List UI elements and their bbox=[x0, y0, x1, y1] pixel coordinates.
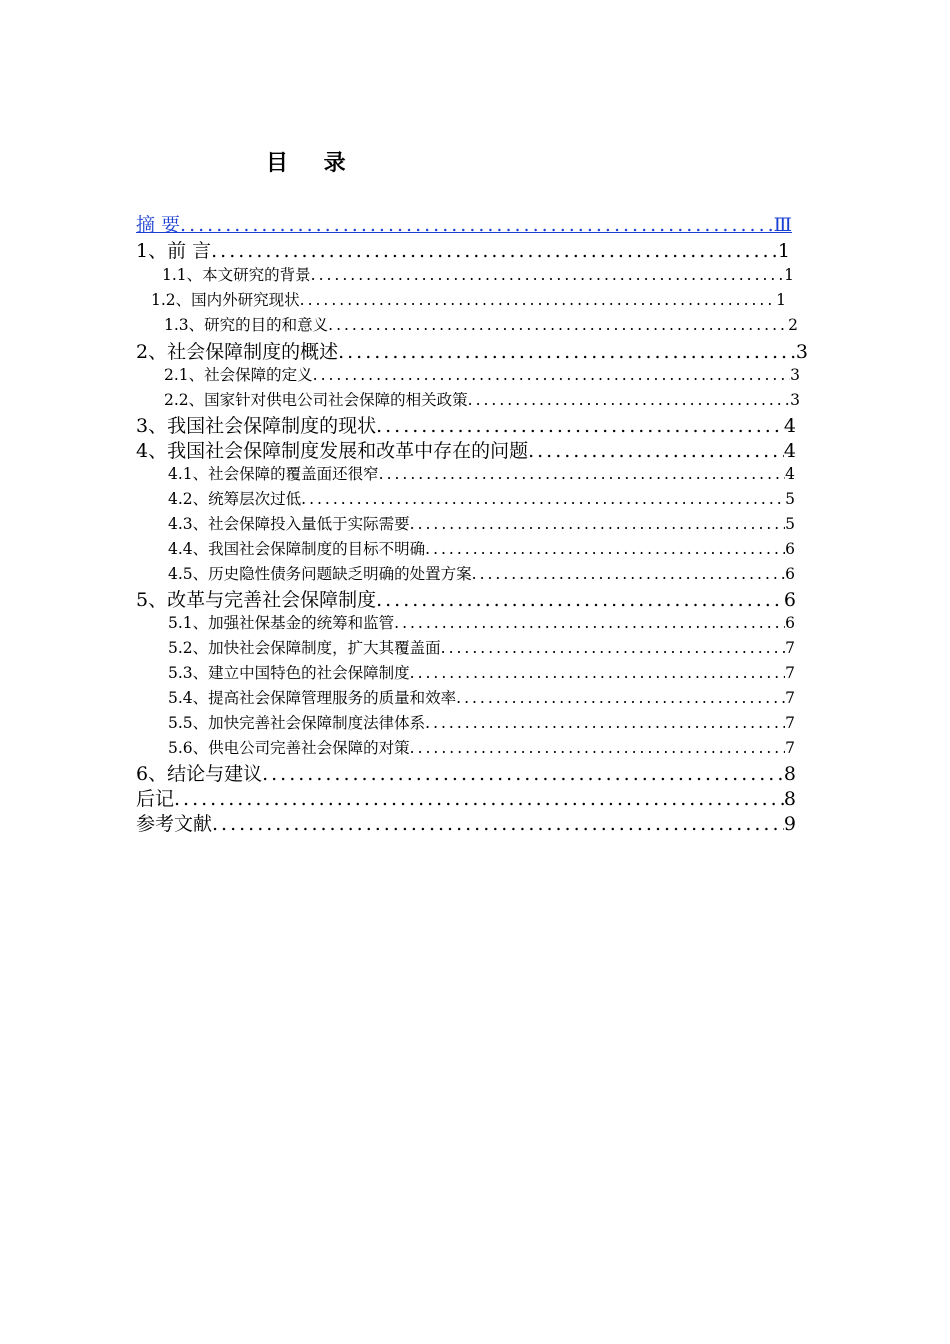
toc-entry-label: 1.1、本文研究的背景 bbox=[162, 266, 311, 284]
toc-leader-dots bbox=[379, 465, 785, 483]
toc-entry[interactable] bbox=[151, 288, 786, 310]
toc-leader-dots bbox=[441, 639, 785, 657]
toc-leader-dots bbox=[410, 739, 785, 757]
toc-entry[interactable] bbox=[136, 337, 808, 364]
toc-entry[interactable] bbox=[136, 236, 790, 263]
toc-entry-page: 3 bbox=[790, 366, 800, 384]
toc-entry[interactable] bbox=[168, 711, 795, 733]
toc-entry[interactable] bbox=[168, 487, 795, 509]
toc-leader-dots bbox=[376, 589, 784, 611]
toc-entry-label: 2、社会保障制度的概述 bbox=[136, 341, 339, 363]
toc-entry-page: 3 bbox=[795, 341, 808, 363]
toc-leader-dots bbox=[338, 341, 796, 363]
toc-entry-label: 1、前 言 bbox=[136, 240, 212, 262]
toc-entry[interactable] bbox=[168, 512, 795, 534]
toc-entry-label: 后记 bbox=[136, 788, 175, 810]
toc-entry-label: 3、我国社会保障制度的现状 bbox=[136, 415, 377, 437]
toc-entry[interactable] bbox=[164, 313, 798, 335]
toc-entry[interactable] bbox=[164, 388, 800, 410]
toc-entry-label: 4.3、社会保障投入量低于实际需要 bbox=[168, 515, 410, 533]
toc-entry-label: 4.2、统筹层次过低 bbox=[168, 490, 302, 508]
toc-entry[interactable] bbox=[136, 585, 796, 612]
toc-entry-page: 6 bbox=[785, 565, 795, 583]
toc-entry-page: 5 bbox=[785, 490, 795, 508]
toc-title: 目 录 bbox=[266, 151, 360, 176]
toc-leader-dots bbox=[472, 565, 785, 583]
toc-leader-dots bbox=[376, 415, 784, 437]
toc-entry-page: 9 bbox=[783, 813, 796, 835]
toc-entry-page: 6 bbox=[783, 589, 796, 611]
toc-leader-dots bbox=[425, 540, 785, 558]
toc-leader-dots bbox=[174, 788, 784, 810]
toc-entry-page: 7 bbox=[785, 664, 795, 682]
toc-entry-page: 7 bbox=[785, 639, 795, 657]
toc-entry-label: 4.5、历史隐性债务问题缺乏明确的处置方案 bbox=[168, 565, 472, 583]
toc-entry[interactable] bbox=[168, 636, 795, 658]
toc-entry-page: Ⅲ bbox=[773, 214, 792, 236]
toc-entry[interactable] bbox=[136, 411, 796, 438]
toc-entry[interactable] bbox=[136, 809, 796, 836]
toc-entry-label: 4.4、我国社会保障制度的目标不明确 bbox=[168, 540, 426, 558]
toc-entry-page: 4 bbox=[785, 465, 795, 483]
toc-leader-dots bbox=[528, 440, 784, 462]
toc-entry[interactable] bbox=[168, 611, 795, 633]
toc-entry-page: 7 bbox=[785, 714, 795, 732]
toc-entry-label: 5.3、建立中国特色的社会保障制度 bbox=[168, 664, 410, 682]
toc-leader-dots bbox=[328, 316, 788, 334]
toc-entry-label: 4.1、社会保障的覆盖面还很窄 bbox=[168, 465, 379, 483]
toc-leader-dots bbox=[313, 366, 790, 384]
toc-leader-dots bbox=[410, 664, 785, 682]
toc-leader-dots bbox=[394, 614, 785, 632]
toc-entry-label: 5.2、加快社会保障制度，扩大其覆盖面 bbox=[168, 639, 441, 657]
toc-entry[interactable] bbox=[168, 686, 795, 708]
toc-leader-dots bbox=[301, 490, 785, 508]
toc-leader-dots bbox=[300, 291, 776, 309]
toc-entry[interactable] bbox=[162, 263, 794, 285]
toc-entry-page: 1 bbox=[776, 291, 786, 309]
toc-entry[interactable] bbox=[168, 537, 795, 559]
toc-entry[interactable] bbox=[168, 736, 795, 758]
toc-entry-page: 1 bbox=[777, 240, 790, 262]
toc-entry-page: 1 bbox=[784, 266, 794, 284]
toc-entry-label: 5、改革与完善社会保障制度 bbox=[136, 589, 377, 611]
toc-leader-dots bbox=[456, 689, 785, 707]
toc-entry-page: 7 bbox=[785, 739, 795, 757]
toc-entry[interactable] bbox=[136, 784, 796, 811]
toc-entry-label: 5.5、加快完善社会保障制度法律体系 bbox=[168, 714, 426, 732]
toc-entry-label: 2.1、社会保障的定义 bbox=[164, 366, 313, 384]
toc-leader-dots bbox=[180, 214, 774, 236]
toc-entry-page: 2 bbox=[788, 316, 798, 334]
toc-leader-dots bbox=[468, 391, 790, 409]
toc-entry-page: 8 bbox=[783, 763, 796, 785]
toc-entry-label: 1.3、研究的目的和意义 bbox=[164, 316, 329, 334]
toc-entry-label: 5.1、加强社保基金的统筹和监管 bbox=[168, 614, 395, 632]
toc-entry[interactable] bbox=[136, 436, 796, 463]
toc-entry[interactable] bbox=[164, 363, 800, 385]
toc-entry-page: 4 bbox=[783, 415, 796, 437]
toc-entry-abstract[interactable] bbox=[136, 210, 792, 237]
toc-entry-label: 5.4、提高社会保障管理服务的质量和效率 bbox=[168, 689, 457, 707]
toc-leader-dots bbox=[410, 515, 785, 533]
toc-entry-label: 6、结论与建议 bbox=[136, 763, 263, 785]
toc-entry-label: 摘 要 bbox=[136, 214, 181, 236]
toc-entry-page: 8 bbox=[783, 788, 796, 810]
toc-entry-label: 5.6、供电公司完善社会保障的对策 bbox=[168, 739, 410, 757]
toc-leader-dots bbox=[212, 813, 784, 835]
toc-entry-label: 2.2、国家针对供电公司社会保障的相关政策 bbox=[164, 391, 468, 409]
toc-entry-label: 4、我国社会保障制度发展和改革中存在的问题 bbox=[136, 440, 529, 462]
toc-leader-dots bbox=[311, 266, 784, 284]
toc-entry-label: 1.2、国内外研究现状 bbox=[151, 291, 300, 309]
toc-entry[interactable] bbox=[168, 661, 795, 683]
toc-entry-page: 5 bbox=[785, 515, 795, 533]
toc-entry-page: 6 bbox=[785, 540, 795, 558]
toc-leader-dots bbox=[425, 714, 785, 732]
toc-entry-page: 4 bbox=[783, 440, 796, 462]
toc-entry-label: 参考文献 bbox=[136, 813, 213, 835]
toc-leader-dots bbox=[211, 240, 778, 262]
toc-entry[interactable] bbox=[168, 462, 795, 484]
toc-entry-page: 7 bbox=[785, 689, 795, 707]
toc-leader-dots bbox=[262, 763, 784, 785]
toc-entry-page: 6 bbox=[785, 614, 795, 632]
toc-entry-page: 3 bbox=[790, 391, 800, 409]
toc-entry[interactable] bbox=[168, 562, 795, 584]
toc-entry[interactable] bbox=[136, 759, 796, 786]
